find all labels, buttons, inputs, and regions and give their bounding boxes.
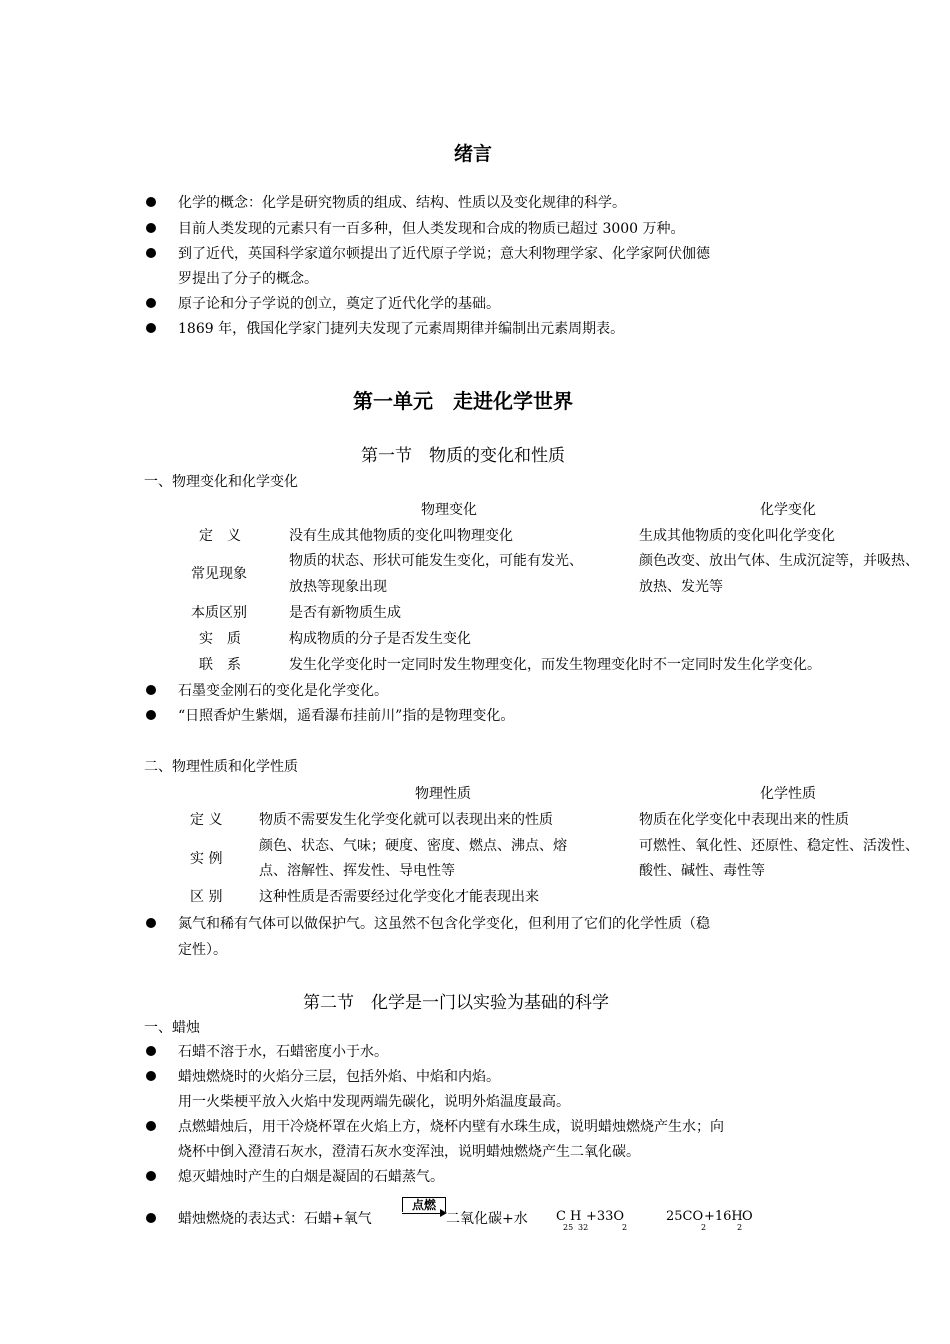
cell-text: 点、溶解性、挥发性、导电性等 bbox=[259, 863, 455, 879]
row-label: 区 别 bbox=[190, 889, 223, 905]
reaction-condition-label: 点燃 bbox=[402, 1197, 446, 1212]
intro-bullet-text: 罗提出了分子的概念。 bbox=[178, 271, 318, 287]
column-header: 化学变化 bbox=[760, 502, 816, 518]
bullet-text: 蜡烛燃烧的表达式：石蜡+氧气 bbox=[178, 1211, 372, 1227]
bullet-icon bbox=[146, 918, 156, 928]
cell-text: 构成物质的分子是否发生变化 bbox=[289, 631, 471, 647]
bullet-text: 石墨变金刚石的变化是化学变化。 bbox=[178, 683, 388, 699]
part-heading: 一、物理变化和化学变化 bbox=[144, 474, 298, 490]
cell-text: 物质不需要发生化学变化就可以表现出来的性质 bbox=[259, 812, 553, 828]
page-title: 绪言 bbox=[454, 143, 493, 165]
section-title: 第一节 物质的变化和性质 bbox=[361, 446, 565, 466]
row-label: 本质区别 bbox=[191, 605, 247, 621]
column-header: 化学性质 bbox=[760, 786, 816, 802]
bullet-icon bbox=[146, 1046, 156, 1056]
cell-text: 颜色改变、放出气体、生成沉淀等，并吸热、 bbox=[639, 553, 919, 569]
bullet-text: 熄灭蜡烛时产生的白烟是凝固的石蜡蒸气。 bbox=[178, 1169, 444, 1185]
formula-subscript: 2 bbox=[701, 1223, 707, 1232]
row-label: 实 质 bbox=[199, 631, 241, 647]
row-label: 联 系 bbox=[199, 657, 241, 673]
bullet-text: 石蜡不溶于水，石蜡密度小于水。 bbox=[178, 1044, 388, 1060]
bullet-text: 氮气和稀有气体可以做保护气。这虽然不包含化学变化，但利用了它们的化学性质（稳 bbox=[178, 916, 710, 932]
bullet-icon bbox=[146, 323, 156, 333]
reaction-arrow-icon bbox=[402, 1213, 442, 1214]
cell-text: 物质的状态、形状可能发生变化，可能有发光、 bbox=[289, 553, 583, 569]
formula-subscript: 32 bbox=[578, 1223, 589, 1232]
cell-text: 生成其他物质的变化叫化学变化 bbox=[639, 528, 835, 544]
cell-text: 放热、发光等 bbox=[639, 579, 723, 595]
column-header: 物理性质 bbox=[415, 786, 471, 802]
bullet-icon bbox=[146, 710, 156, 720]
bullet-text: 点燃蜡烛后，用干冷烧杯罩在火焰上方，烧杯内壁有水珠生成，说明蜡烛燃烧产生水；向 bbox=[178, 1119, 724, 1135]
formula-symbol: +33O bbox=[586, 1209, 625, 1224]
cell-text: 物质在化学变化中表现出来的性质 bbox=[639, 812, 849, 828]
column-header: 物理变化 bbox=[421, 502, 477, 518]
cell-text: 颜色、状态、气味；硬度、密度、燃点、沸点、熔 bbox=[259, 838, 567, 854]
row-label: 定 义 bbox=[190, 812, 223, 828]
formula-subscript: 2 bbox=[622, 1223, 628, 1232]
row-label: 常见现象 bbox=[191, 566, 247, 582]
bullet-icon bbox=[146, 223, 156, 233]
part-heading: 一、蜡烛 bbox=[144, 1020, 200, 1036]
cell-text: 没有生成其他物质的变化叫物理变化 bbox=[289, 528, 513, 544]
section-title: 第二节 化学是一门以实验为基础的科学 bbox=[303, 993, 609, 1013]
bullet-icon bbox=[146, 1071, 156, 1081]
intro-bullet-text: 到了近代，英国科学家道尔顿提出了近代原子学说；意大利物理学家、化学家阿伏伽德 bbox=[178, 246, 710, 262]
formula-symbol: H bbox=[570, 1209, 582, 1224]
intro-bullet-text: 1869 年，俄国化学家门捷列夫发现了元素周期律并编制出元素周期表。 bbox=[178, 321, 625, 337]
cell-text: 是否有新物质生成 bbox=[289, 605, 401, 621]
cell-text: 发生化学变化时一定同时发生物理变化，而发生物理变化时不一定同时发生化学变化。 bbox=[289, 657, 821, 673]
row-label: 实 例 bbox=[190, 851, 223, 867]
row-label: 定 义 bbox=[199, 528, 241, 544]
cell-text: 放热等现象出现 bbox=[289, 579, 387, 595]
unit-title: 第一单元 走进化学世界 bbox=[353, 389, 573, 413]
intro-bullet-text: 化学的概念：化学是研究物质的组成、结构、性质以及变化规律的科学。 bbox=[178, 195, 626, 211]
formula-symbol: O bbox=[742, 1209, 753, 1224]
formula-subscript: 25 bbox=[563, 1223, 574, 1232]
bullet-text: 烧杯中倒入澄清石灰水，澄清石灰水变浑浊，说明蜡烛燃烧产生二氧化碳。 bbox=[178, 1144, 640, 1160]
bullet-text: 定性）。 bbox=[178, 942, 227, 958]
formula-symbol: +16H bbox=[704, 1209, 743, 1224]
cell-text: 酸性、碱性、毒性等 bbox=[639, 863, 765, 879]
formula-symbol: 25CO bbox=[666, 1209, 704, 1224]
bullet-text: 蜡烛燃烧时的火焰分三层，包括外焰、中焰和内焰。 bbox=[178, 1069, 500, 1085]
formula-symbol: C bbox=[556, 1209, 566, 1224]
bullet-text: 二氧化碳+水 bbox=[446, 1211, 528, 1227]
bullet-icon bbox=[146, 1121, 156, 1131]
intro-bullet-text: 原子论和分子学说的创立，奠定了近代化学的基础。 bbox=[178, 296, 500, 312]
bullet-icon bbox=[146, 298, 156, 308]
intro-bullet-text: 目前人类发现的元素只有一百多种，但人类发现和合成的物质已超过 3000 万种。 bbox=[178, 221, 685, 237]
bullet-icon bbox=[146, 197, 156, 207]
cell-text: 这种性质是否需要经过化学变化才能表现出来 bbox=[259, 889, 539, 905]
bullet-icon bbox=[146, 685, 156, 695]
bullet-text: 用一火柴梗平放入火焰中发现两端先碳化，说明外焰温度最高。 bbox=[178, 1094, 570, 1110]
formula-subscript: 2 bbox=[737, 1223, 743, 1232]
part-heading: 二、物理性质和化学性质 bbox=[144, 759, 298, 775]
bullet-icon bbox=[146, 248, 156, 258]
bullet-icon bbox=[146, 1213, 156, 1223]
bullet-icon bbox=[146, 1171, 156, 1181]
bullet-text: “日照香炉生紫烟，遥看瀑布挂前川”指的是物理变化。 bbox=[178, 708, 515, 724]
cell-text: 可燃性、氧化性、还原性、稳定性、活泼性、 bbox=[639, 838, 919, 854]
